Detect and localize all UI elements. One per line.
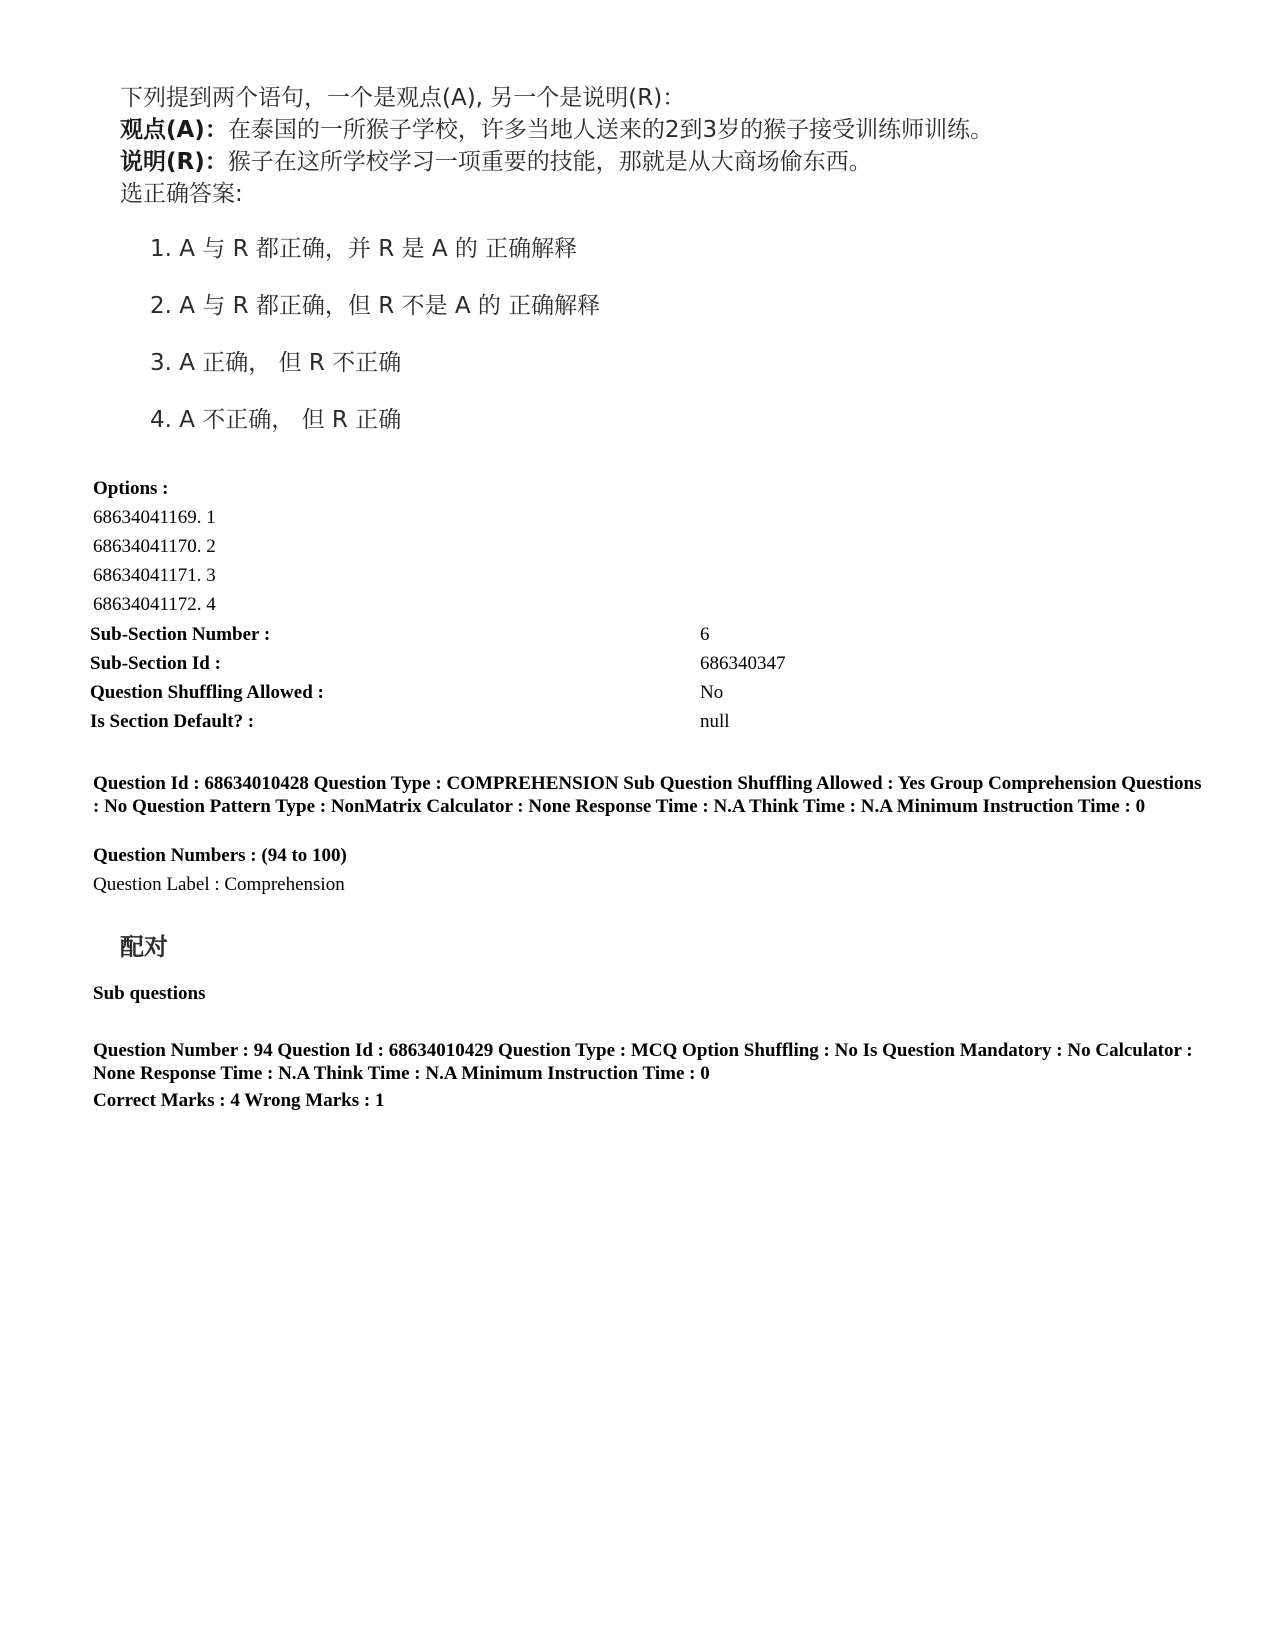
question-instruction: 选正确答案: [120, 181, 243, 207]
question-94-info: Question Number : 94 Question Id : 68634010429 Question Type : MCQ Option Shuffling : No Is Question Mandatory : No Calculator : None Response Time : N.A Think Time : N.A Minimum Instruction Time : 0 [93, 1040, 1193, 1084]
assertion-text: 在泰国的一所猴子学校，许多当地人送来的2到3岁的猴子接受训练师训练。 [227, 117, 994, 143]
subsection-number-key: Sub-Section Number : [90, 624, 271, 645]
comprehension-title: 配对 [120, 933, 168, 961]
choice-1: 1. A 与 R 都正确，并 R 是 A 的 正确解释 [150, 236, 578, 262]
comprehension-info: Question Id : 68634010428 Question Type : COMPREHENSION Sub Question Shuffling Allowed : Yes Group Comprehension Questions : No Question Pattern Type : NonMatrix Calculator : None Response Time : N.A Think Time : N.A Minimum Instruction Time : 0 [93, 773, 1202, 817]
choice-4: 4. A 不正确， 但 R 正确 [150, 407, 402, 433]
table-row [90, 624, 786, 653]
question-image [120, 82, 1140, 210]
subsection-id-key: Sub-Section Id : [90, 653, 221, 674]
reason-line [120, 146, 1140, 178]
table-row [90, 682, 786, 711]
sub-questions-heading: Sub questions [93, 983, 206, 1004]
section-default-value: null [700, 711, 730, 732]
assertion-label: 观点(A)： [120, 117, 228, 143]
shuffling-value: No [700, 682, 724, 703]
assertion-line [120, 114, 1140, 146]
options-heading: Options : [93, 478, 169, 499]
question-intro: 下列提到两个语句，一个是观点(A), 另一个是说明(R)： [120, 85, 686, 111]
subsection-table [90, 624, 786, 740]
table-row [90, 653, 786, 682]
options-list [93, 474, 216, 619]
choice-3: 3. A 正确， 但 R 不正确 [150, 350, 402, 376]
question-numbers: Question Numbers : (94 to 100) [93, 845, 347, 866]
option-item: 68634041171. 3 [93, 565, 216, 586]
shuffling-key: Question Shuffling Allowed : [90, 682, 324, 703]
option-item: 68634041172. 4 [93, 594, 216, 615]
choice-2: 2. A 与 R 都正确，但 R 不是 A 的 正确解释 [150, 293, 601, 319]
question-94-marks: Correct Marks : 4 Wrong Marks : 1 [93, 1090, 385, 1111]
table-row [90, 711, 786, 740]
section-default-key: Is Section Default? : [90, 711, 255, 732]
reason-text: 猴子在这所学校学习一项重要的技能，那就是从大商场偷东西。 [227, 149, 872, 175]
subsection-id-value: 686340347 [700, 653, 786, 674]
subsection-number-value: 6 [700, 624, 710, 645]
question-label: Question Label : Comprehension [93, 874, 345, 895]
option-item: 68634041170. 2 [93, 536, 216, 557]
option-item: 68634041169. 1 [93, 507, 216, 528]
reason-label: 说明(R)： [120, 149, 228, 175]
